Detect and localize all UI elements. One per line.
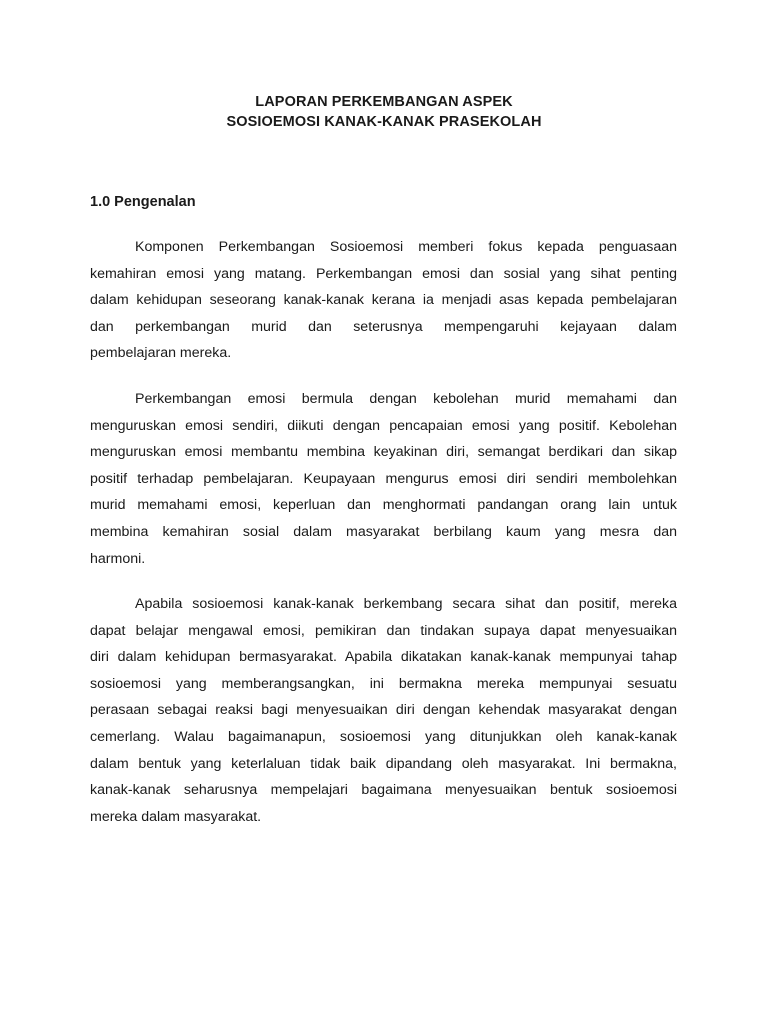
paragraph-line: menguruskan emosi membantu membina keyakinan diri, semangat berdikari dan sikap <box>90 444 677 461</box>
paragraph-line: Perkembangan emosi bermula dengan kebolehan murid memahami dan <box>135 391 677 407</box>
paragraph-3 <box>90 591 677 830</box>
paragraph-line: pembelajaran mereka. <box>90 345 232 362</box>
paragraph-line: mereka dalam masyarakat. <box>90 808 262 825</box>
paragraph-line: Komponen Perkembangan Sosioemosi memberi fokus kepada penguasaan <box>135 239 677 255</box>
paragraph-line: perasaan sebagai reaksi bagi menyesuaikan diri dengan kehendak masyarakat dengan <box>90 702 677 719</box>
paragraph-line: dalam bentuk yang keterlaluan tidak baik dipandang oleh masyarakat. Ini bermakna, <box>90 755 677 772</box>
paragraph-line: cemerlang. Walau bagaimanapun, sosioemosi yang ditunjukkan oleh kanak-kanak <box>90 728 677 745</box>
section-heading-pengenalan: 1.0 Pengenalan <box>90 194 196 210</box>
paragraph-line: harmoni. <box>90 550 146 567</box>
title-line-2: SOSIOEMOSI KANAK-KANAK PRASEKOLAH <box>226 114 542 130</box>
paragraph-line: positif terhadap pembelajaran. Keupayaan mengurus emosi diri sendiri membolehkan <box>90 470 677 487</box>
paragraph-line: diri dalam kehidupan bermasyarakat. Apabila dikatakan kanak-kanak mempunyai tahap <box>90 649 677 666</box>
document-title <box>0 92 768 132</box>
paragraph-line: dan perkembangan murid dan seterusnya mempengaruhi kejayaan dalam <box>90 318 677 335</box>
paragraph-line: Apabila sosioemosi kanak-kanak berkembang secara sihat dan positif, mereka <box>135 596 677 612</box>
paragraph-line: murid memahami emosi, keperluan dan menghormati pandangan orang lain untuk <box>90 497 677 514</box>
paragraph-line: menguruskan emosi sendiri, diikuti dengan pencapaian emosi yang positif. Kebolehan <box>90 417 677 434</box>
title-line-1: LAPORAN PERKEMBANGAN ASPEK <box>255 94 513 110</box>
paragraph-1 <box>90 234 677 367</box>
paragraph-line: sosioemosi yang memberangsangkan, ini bermakna mereka mempunyai sesuatu <box>90 675 677 692</box>
paragraph-line: kanak-kanak seharusnya mempelajari bagaimana menyesuaikan bentuk sosioemosi <box>90 782 677 799</box>
paragraph-line: kemahiran emosi yang matang. Perkembangan emosi dan sosial yang sihat penting <box>90 265 677 282</box>
paragraph-line: dapat belajar mengawal emosi, pemikiran dan tindakan supaya dapat menyesuaikan <box>90 622 677 639</box>
paragraph-line: membina kemahiran sosial dalam masyarakat berbilang kaum yang mesra dan <box>90 523 677 540</box>
paragraph-2 <box>90 386 677 572</box>
paragraph-line: dalam kehidupan seseorang kanak-kanak kerana ia menjadi asas kepada pembelajaran <box>90 292 677 309</box>
